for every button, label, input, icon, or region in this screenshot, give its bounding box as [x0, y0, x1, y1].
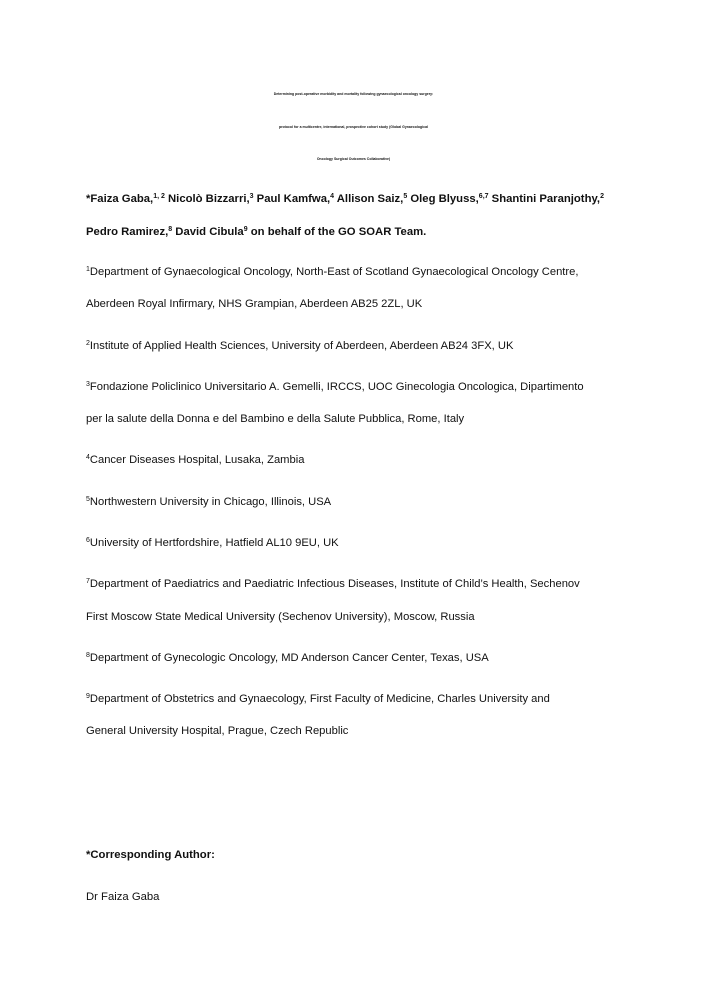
paper-title-line-3: Oncology Surgical Outcomes Collaborative) [316, 157, 391, 161]
corresponding-author-label: *Corresponding Author: [86, 849, 215, 861]
author-list-line-1 [86, 192, 604, 206]
affiliation-5 [86, 495, 331, 509]
author-team-tail: on behalf of the GO SOAR Team. [250, 226, 427, 238]
affiliation-text: Fondazione Policlinico Universitario A. Gemelli, IRCCS, UOC Ginecologia Oncologica, Dipartimento [89, 381, 584, 393]
author-name: David Cibula [175, 226, 244, 238]
affiliation-text: University of Hertfordshire, Hatfield AL10 9EU, UK [89, 537, 339, 549]
affiliation-1 [86, 265, 578, 279]
author-name: Oleg Blyuss, [410, 193, 479, 205]
author-affiliation-marker: 3 [249, 193, 254, 200]
affiliation-number: 2 [86, 340, 90, 347]
author-list-line-2 [86, 225, 426, 239]
affiliation-7-cont: First Moscow State Medical University (Sechenov University), Moscow, Russia [86, 611, 475, 623]
affiliation-number: 1 [86, 266, 90, 273]
affiliation-number: 8 [86, 652, 90, 659]
author-affiliation-marker: 1, 2 [153, 193, 165, 200]
affiliation-text: Cancer Diseases Hospital, Lusaka, Zambia [89, 454, 305, 466]
affiliation-text: Department of Gynaecological Oncology, North-East of Scotland Gynaecological Oncology Centre, [89, 266, 579, 278]
affiliation-number: 4 [86, 454, 90, 461]
paper-title-line-1: Determining post-operative morbidity and mortality following gynaecological oncology surgery: [273, 92, 434, 96]
affiliation-3 [86, 380, 584, 394]
author-affiliation-marker: 2 [600, 193, 604, 200]
affiliation-9-cont: General University Hospital, Prague, Czech Republic [86, 725, 349, 737]
affiliation-number: 5 [86, 496, 90, 503]
author-name: Nicolò Bizzarri, [168, 193, 250, 205]
affiliation-number: 3 [86, 381, 90, 388]
author-affiliation-marker: 6,7 [478, 193, 489, 200]
author-name: *Faiza Gaba, [86, 193, 154, 205]
affiliation-text: Institute of Applied Health Sciences, University of Aberdeen, Aberdeen AB24 3FX, UK [89, 340, 514, 352]
author-name: Pedro Ramirez, [86, 226, 169, 238]
affiliation-number: 9 [86, 693, 90, 700]
affiliation-6 [86, 536, 339, 550]
corresponding-author-name: Dr Faiza Gaba [86, 891, 160, 903]
paper-title-line-2: protocol for a multicentre, international, prospective cohort study (Global Gynaecological [279, 125, 428, 129]
affiliation-7 [86, 577, 580, 591]
author-name: Allison Saiz, [336, 193, 404, 205]
author-affiliation-marker: 5 [403, 193, 408, 200]
affiliation-number: 7 [86, 578, 90, 585]
author-name: Paul Kamfwa, [256, 193, 331, 205]
affiliation-3-cont: per la salute della Donna e del Bambino e della Salute Pubblica, Rome, Italy [86, 413, 465, 425]
author-affiliation-marker: 9 [243, 226, 248, 233]
affiliation-2 [86, 339, 513, 353]
affiliation-4 [86, 453, 304, 467]
affiliation-9 [86, 692, 550, 706]
affiliation-number: 6 [86, 537, 90, 544]
affiliation-text: Department of Gynecologic Oncology, MD Anderson Cancer Center, Texas, USA [89, 652, 489, 664]
author-affiliation-marker: 4 [330, 193, 335, 200]
affiliation-text: Northwestern University in Chicago, Illinois, USA [89, 496, 332, 508]
affiliation-text: Department of Paediatrics and Paediatric Infectious Diseases, Institute of Child’s Health, Sechenov [89, 578, 580, 590]
affiliation-8 [86, 651, 489, 665]
author-name: Shantini Paranjothy, [491, 193, 601, 205]
author-affiliation-marker: 8 [168, 226, 173, 233]
affiliation-text: Department of Obstetrics and Gynaecology, First Faculty of Medicine, Charles University and [89, 693, 550, 705]
affiliation-1-cont: Aberdeen Royal Infirmary, NHS Grampian, Aberdeen AB25 2ZL, UK [86, 298, 423, 310]
